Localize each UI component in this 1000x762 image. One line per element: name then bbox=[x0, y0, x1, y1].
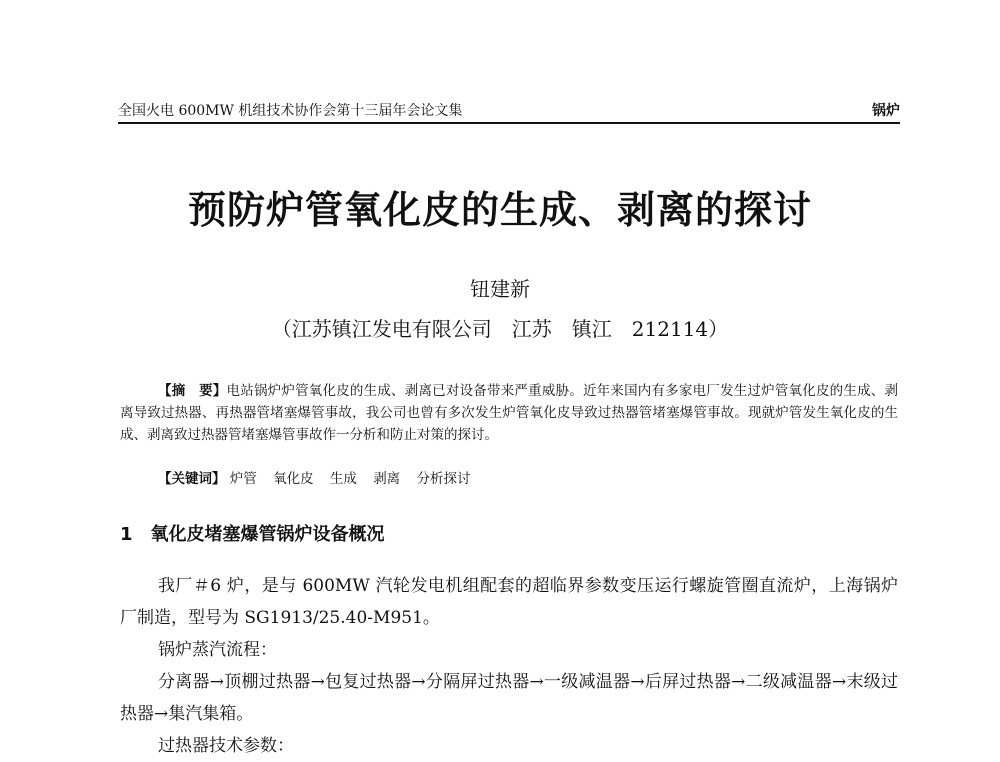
running-header bbox=[118, 100, 900, 124]
abstract-text: 电站锅炉炉管氧化皮的生成、剥离已对设备带来严重威胁。近年来国内有多家电厂发生过炉管氧化皮的生成、剥离导致过热器、再热器管堵塞爆管事故，我公司也曾有多次发生炉管氧化皮导致过热器管堵塞爆管事故。现就炉管发生氧化皮的生成、剥离致过热器管堵塞爆管事故作一分析和防止对策的探讨。 bbox=[120, 383, 899, 443]
section-title: 氧化皮堵塞爆管锅炉设备概况 bbox=[150, 524, 385, 545]
body-paragraph: 锅炉蒸汽流程： bbox=[158, 640, 277, 660]
abstract-label: 【摘 要】 bbox=[158, 383, 227, 399]
body-text bbox=[120, 570, 898, 762]
body-paragraph: 我厂＃6 炉，是与 600MW 汽轮发电机组配套的超临界参数变压运行螺旋管圈直流炉，上海锅炉厂制造，型号为 SG1913/25.40-M951。 bbox=[120, 576, 898, 628]
section-number: 1 bbox=[120, 524, 133, 545]
keyword: 生成 bbox=[329, 471, 357, 487]
keywords bbox=[158, 468, 482, 490]
body-paragraph: 分离器→顶棚过热器→包复过热器→分隔屏过热器→一级减温器→后屏过热器→二级减温器→末级过热器→集汽集箱。 bbox=[120, 672, 898, 724]
keyword: 炉管 bbox=[229, 471, 257, 487]
header-proceedings-title: 全国火电 600MW 机组技术协作会第十三届年会论文集 bbox=[118, 103, 463, 119]
paper-title: 预防炉管氧化皮的生成、剥离的探讨 bbox=[187, 188, 812, 232]
keyword: 分析探讨 bbox=[416, 471, 471, 487]
keyword: 氧化皮 bbox=[273, 471, 314, 487]
keywords-label: 【关键词】 bbox=[158, 471, 226, 487]
section-heading bbox=[120, 522, 385, 548]
author-name: 钮建新 bbox=[470, 277, 530, 301]
header-section-name: 锅炉 bbox=[872, 103, 900, 119]
keyword: 剥离 bbox=[373, 471, 401, 487]
abstract bbox=[120, 380, 898, 446]
abstract-paragraph bbox=[120, 380, 898, 446]
author-affiliation: （江苏镇江发电有限公司 江苏 镇江 212114） bbox=[271, 317, 729, 341]
body-paragraph: 过热器技术参数： bbox=[158, 736, 294, 756]
